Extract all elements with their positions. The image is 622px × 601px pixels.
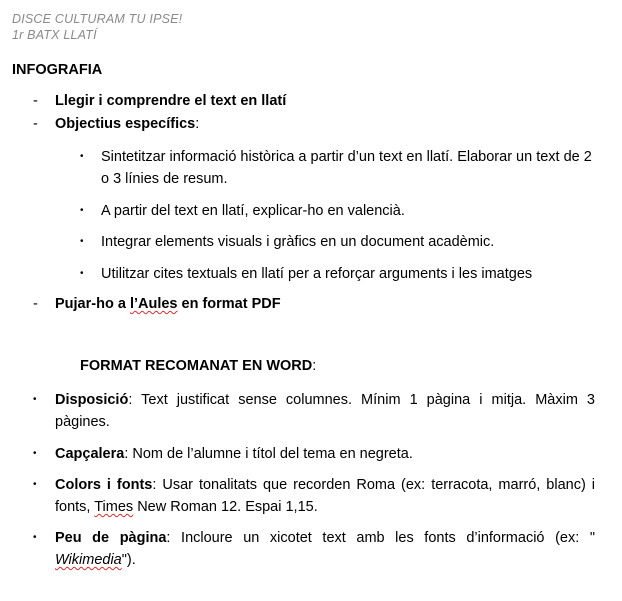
colon: : bbox=[312, 358, 317, 374]
upload-suffix: en format PDF bbox=[177, 296, 281, 312]
bullet-icon: • bbox=[33, 479, 37, 490]
bullet-icon: • bbox=[80, 205, 84, 216]
objective-item bbox=[80, 263, 600, 285]
upload-prefix: Pujar-ho a bbox=[55, 296, 130, 312]
format-item-text: : Incloure un xicotet text amb les fonts d’informació (ex: " bbox=[166, 530, 595, 546]
format-item-text: : Usar tonalitats que recorden Roma (ex: terracota, marró, blanc) i fonts, bbox=[55, 477, 595, 515]
format-section-title bbox=[80, 358, 316, 374]
header-course: 1r BATX LLATÍ bbox=[12, 28, 97, 42]
format-item-text: : Nom de l’alumne i títol del tema en negreta. bbox=[124, 446, 413, 462]
format-item-text: : Text justificat sense columnes. Mínim 1 pàgina i mitja. Màxim 3 pàgines. bbox=[55, 392, 595, 430]
dash-marker: - bbox=[33, 116, 38, 132]
dash-item-label: Llegir i comprendre el text en llatí bbox=[55, 93, 287, 109]
objective-text: A partir del text en llatí, explicar-ho en valencià. bbox=[101, 203, 405, 219]
bullet-icon: • bbox=[33, 448, 37, 459]
bullet-icon: • bbox=[80, 268, 84, 279]
format-item-label: Capçalera bbox=[55, 446, 125, 462]
colon: : bbox=[195, 116, 200, 132]
objective-text: Sintetitzar informació històrica a partir d’un text en llatí. Elaborar un text de 2 o 3 línies de resum. bbox=[101, 149, 592, 187]
document-header bbox=[12, 11, 182, 43]
format-item-label: Colors i fonts bbox=[55, 477, 153, 493]
format-item-label: Peu de pàgina bbox=[55, 530, 167, 546]
objective-item bbox=[80, 200, 600, 222]
dash-marker: - bbox=[33, 296, 38, 312]
format-item-footer bbox=[33, 527, 595, 571]
spellcheck-word[interactable]: l’Aules bbox=[129, 296, 178, 312]
header-motto: DISCE CULTURAM TU IPSE! bbox=[12, 12, 183, 26]
format-item-text: New Roman 12. Espai 1,15. bbox=[133, 499, 318, 515]
spellcheck-word[interactable]: Wikimedia bbox=[55, 552, 122, 568]
document-title: INFOGRAFIA bbox=[12, 62, 103, 78]
bullet-icon: • bbox=[80, 151, 84, 162]
objective-text: Integrar elements visuals i gràfics en un document acadèmic. bbox=[101, 234, 495, 250]
bullet-icon: • bbox=[80, 236, 84, 247]
dash-item-upload bbox=[33, 296, 281, 312]
objective-text: Utilitzar cites textuals en llatí per a reforçar arguments i les imatges bbox=[101, 266, 533, 282]
bullet-icon: • bbox=[33, 532, 37, 543]
format-item-text: "). bbox=[121, 552, 136, 568]
objective-item bbox=[80, 146, 600, 190]
spellcheck-word[interactable]: Times bbox=[94, 499, 134, 515]
dash-item-read bbox=[33, 93, 286, 109]
bullet-icon: • bbox=[33, 394, 37, 405]
objective-item bbox=[80, 231, 600, 253]
dash-item-objectives bbox=[33, 116, 199, 132]
format-item-label: Disposició bbox=[55, 392, 129, 408]
format-item-layout bbox=[33, 389, 595, 433]
format-item-header bbox=[33, 443, 595, 465]
format-title-text: FORMAT RECOMANAT EN WORD bbox=[80, 358, 313, 374]
dash-item-label: Objectius específics bbox=[55, 116, 196, 132]
dash-marker: - bbox=[33, 93, 38, 109]
format-item-colors-fonts bbox=[33, 474, 595, 518]
